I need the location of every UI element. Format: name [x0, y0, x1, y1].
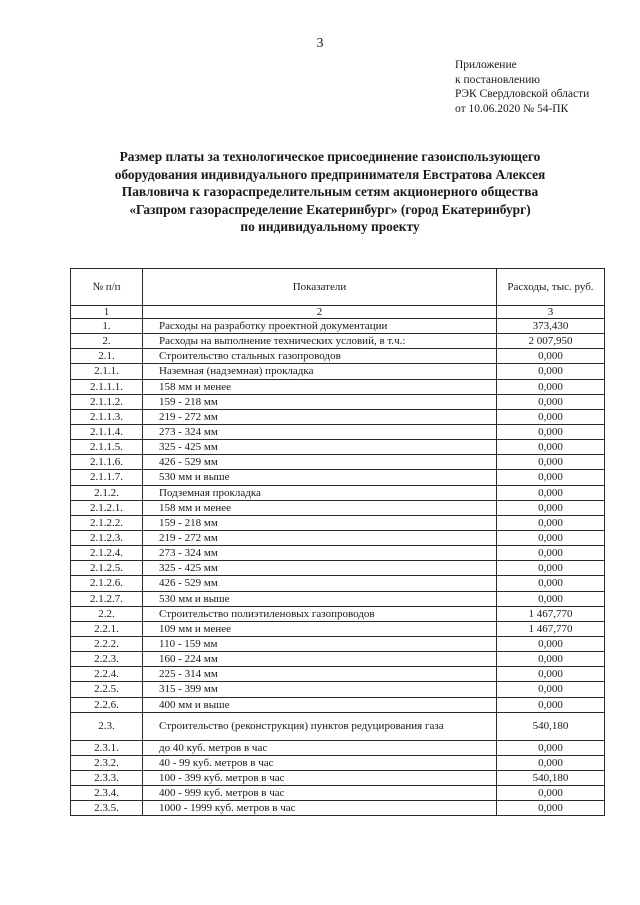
table-row [71, 786, 605, 801]
table-row [71, 530, 605, 545]
row-value: 0,000 [497, 755, 605, 770]
row-description: 159 - 218 мм [143, 394, 497, 409]
appendix-line: РЭК Свердловской области [455, 88, 590, 100]
row-value: 0,000 [497, 786, 605, 801]
appendix-block [455, 58, 589, 116]
row-value: 0,000 [497, 740, 605, 755]
row-description: 273 - 324 мм [143, 546, 497, 561]
row-description: 110 - 159 мм [143, 636, 497, 651]
table-row [71, 621, 605, 636]
row-value: 0,000 [497, 440, 605, 455]
row-number: 2.1.2.1. [71, 500, 143, 515]
row-description: 400 мм и выше [143, 697, 497, 712]
table-body [71, 319, 605, 816]
row-description: Подземная прокладка [143, 485, 497, 500]
table-row [71, 394, 605, 409]
row-number: 2.1.1.6. [71, 455, 143, 470]
row-number: 2.1.2.6. [71, 576, 143, 591]
title-line: Размер платы за технологическое присоединение газоиспользующего [119, 149, 541, 164]
row-description: Строительство полиэтиленовых газопроводов [143, 606, 497, 621]
row-value: 0,000 [497, 515, 605, 530]
row-value: 0,000 [497, 424, 605, 439]
row-number: 2.1.1.2. [71, 394, 143, 409]
row-number: 2.1.1.1. [71, 379, 143, 394]
row-description: 225 - 314 мм [143, 667, 497, 682]
row-value: 0,000 [497, 530, 605, 545]
row-value: 1 467,770 [497, 621, 605, 636]
table-row [71, 470, 605, 485]
table-row [71, 515, 605, 530]
table-row [71, 591, 605, 606]
row-number: 2.1.1.4. [71, 424, 143, 439]
column-number: 2 [143, 306, 497, 319]
row-description: 530 мм и выше [143, 470, 497, 485]
row-value: 0,000 [497, 470, 605, 485]
table-row [71, 801, 605, 816]
row-number: 2.1.2.5. [71, 561, 143, 576]
row-number: 2.1.2.7. [71, 591, 143, 606]
row-description: Строительство стальных газопроводов [143, 349, 497, 364]
row-number: 2.3.1. [71, 740, 143, 755]
row-value: 0,000 [497, 801, 605, 816]
table-row [71, 455, 605, 470]
table-row [71, 636, 605, 651]
row-number: 2.1.1.7. [71, 470, 143, 485]
table-row [71, 424, 605, 439]
table-row [71, 770, 605, 785]
row-number: 2.3.3. [71, 770, 143, 785]
row-description: 325 - 425 мм [143, 561, 497, 576]
page-number: 3 [316, 36, 324, 51]
row-description: Расходы на выполнение технических условий, в т.ч.: [143, 334, 497, 349]
header-indicators: Показатели [143, 269, 497, 306]
appendix-line: к постановлению [455, 73, 540, 86]
table-row [71, 409, 605, 424]
title-line: по индивидуальному проекту [240, 219, 420, 234]
row-description: 109 мм и менее [143, 621, 497, 636]
row-value: 0,000 [497, 349, 605, 364]
table-row [71, 652, 605, 667]
row-value: 1 467,770 [497, 606, 605, 621]
row-description: 160 - 224 мм [143, 652, 497, 667]
table-row [71, 561, 605, 576]
row-description: Наземная (надземная) прокладка [143, 364, 497, 379]
row-description: 40 - 99 куб. метров в час [143, 755, 497, 770]
row-value: 0,000 [497, 409, 605, 424]
table-header-row [71, 269, 605, 306]
row-number: 2.2.2. [71, 636, 143, 651]
table-row [71, 546, 605, 561]
table-row [71, 667, 605, 682]
row-number: 2.1.2.4. [71, 546, 143, 561]
row-number: 2.1.2. [71, 485, 143, 500]
row-value: 0,000 [497, 485, 605, 500]
row-description: 400 - 999 куб. метров в час [143, 786, 497, 801]
row-value: 0,000 [497, 394, 605, 409]
row-description: 219 - 272 мм [143, 409, 497, 424]
row-description: 1000 - 1999 куб. метров в час [143, 801, 497, 816]
title-line: «Газпром газораспределение Екатеринбург» (город Екатеринбург) [129, 201, 531, 217]
row-description: 219 - 272 мм [143, 530, 497, 545]
row-number: 2.2.3. [71, 652, 143, 667]
row-description: 530 мм и выше [143, 591, 497, 606]
row-number: 2.2.5. [71, 682, 143, 697]
appendix-line: Приложение [455, 59, 517, 71]
column-number-row [71, 306, 605, 319]
row-description: Расходы на разработку проектной документации [143, 319, 497, 334]
row-description: до 40 куб. метров в час [143, 740, 497, 755]
row-value: 0,000 [497, 576, 605, 591]
row-description: 100 - 399 куб. метров в час [143, 770, 497, 785]
table-row [71, 379, 605, 394]
row-number: 2.2.4. [71, 667, 143, 682]
row-number: 2.3. [71, 712, 143, 740]
row-description: Строительство (реконструкция) пунктов редуцирования газа [143, 712, 497, 740]
table-row [71, 319, 605, 334]
row-value: 0,000 [497, 561, 605, 576]
table-row [71, 740, 605, 755]
column-number: 1 [71, 306, 143, 319]
row-number: 2.1.1.5. [71, 440, 143, 455]
row-number: 2. [71, 334, 143, 349]
row-description: 426 - 529 мм [143, 455, 497, 470]
row-description: 426 - 529 мм [143, 576, 497, 591]
table-row [71, 576, 605, 591]
row-number: 2.1.2.2. [71, 515, 143, 530]
row-value: 2 007,950 [497, 334, 605, 349]
row-description: 325 - 425 мм [143, 440, 497, 455]
table-row [71, 606, 605, 621]
table-row [71, 485, 605, 500]
row-number: 2.2.6. [71, 697, 143, 712]
row-number: 2.1.1. [71, 364, 143, 379]
row-description: 315 - 399 мм [143, 682, 497, 697]
appendix-line: от 10.06.2020 № 54-ПК [455, 102, 569, 115]
table-row [71, 334, 605, 349]
row-number: 2.3.4. [71, 786, 143, 801]
fees-table [70, 268, 605, 816]
title-line: Павловича к газораспределительным сетям акционерного общества [121, 184, 539, 199]
row-value: 540,180 [497, 770, 605, 785]
row-number: 2.3.2. [71, 755, 143, 770]
column-number: 3 [497, 306, 605, 319]
row-number: 2.1. [71, 349, 143, 364]
row-description: 273 - 324 мм [143, 424, 497, 439]
table-row [71, 755, 605, 770]
row-number: 2.2.1. [71, 621, 143, 636]
table-row [71, 712, 605, 740]
row-description: 159 - 218 мм [143, 515, 497, 530]
row-number: 2.1.1.3. [71, 409, 143, 424]
row-value: 0,000 [497, 546, 605, 561]
header-number: № п/п [71, 269, 143, 306]
row-value: 0,000 [497, 500, 605, 515]
row-value: 0,000 [497, 636, 605, 651]
row-number: 2.1.2.3. [71, 530, 143, 545]
title-line: оборудования индивидуального предпринимателя Евстратова Алексея [114, 166, 546, 182]
table-row [71, 697, 605, 712]
row-number: 1. [71, 319, 143, 334]
row-value: 0,000 [497, 652, 605, 667]
row-number: 2.3.5. [71, 801, 143, 816]
row-value: 0,000 [497, 591, 605, 606]
table-row [71, 682, 605, 697]
row-value: 373,430 [497, 319, 605, 334]
header-expenses: Расходы, тыс. руб. [497, 269, 605, 306]
row-description: 158 мм и менее [143, 500, 497, 515]
table-row [71, 349, 605, 364]
row-description: 158 мм и менее [143, 379, 497, 394]
document-title [60, 148, 600, 236]
row-value: 0,000 [497, 364, 605, 379]
row-number: 2.2. [71, 606, 143, 621]
row-value: 0,000 [497, 682, 605, 697]
table-row [71, 500, 605, 515]
row-value: 0,000 [497, 455, 605, 470]
row-value: 0,000 [497, 697, 605, 712]
table-row [71, 440, 605, 455]
row-value: 0,000 [497, 667, 605, 682]
row-value: 0,000 [497, 379, 605, 394]
table-row [71, 364, 605, 379]
row-value: 540,180 [497, 712, 605, 740]
